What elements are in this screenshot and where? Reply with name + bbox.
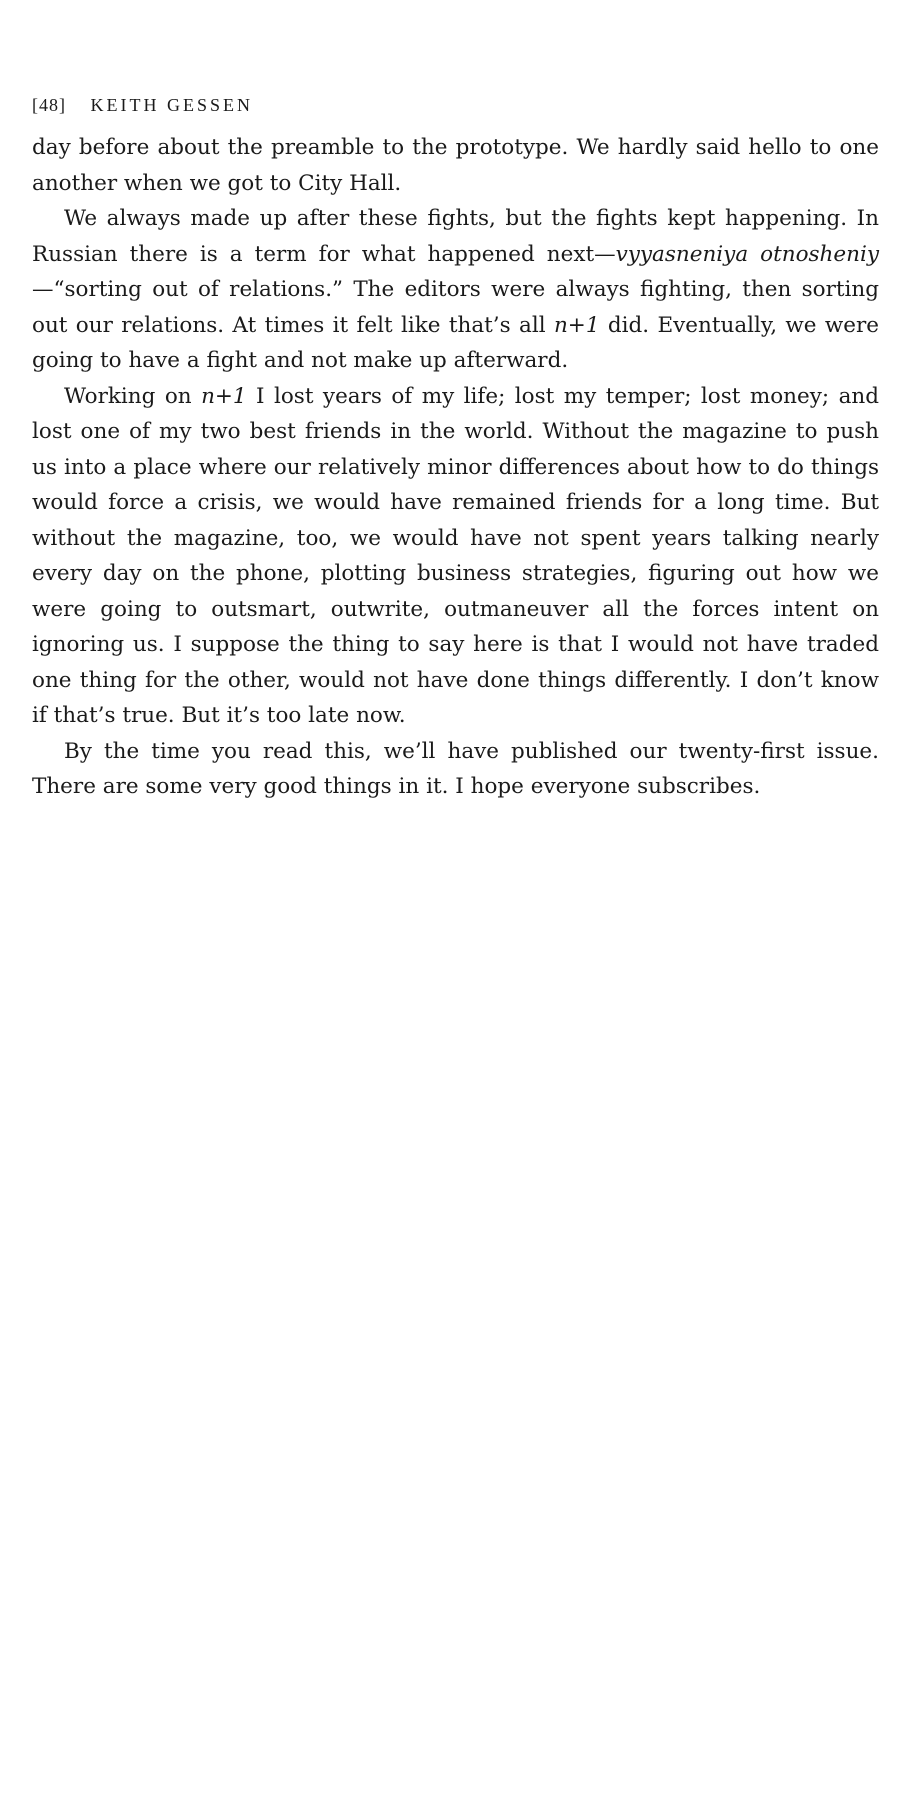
- body-text: [32, 130, 879, 805]
- magazine-title: n+1: [201, 383, 247, 409]
- paragraph: [32, 379, 879, 734]
- text-segment: By the time you read this, we’ll have published our twenty-first issue. There are some very good things in it. I hope everyone subscribes.: [32, 738, 879, 799]
- paragraph-continued: [32, 130, 879, 201]
- page-number: [48]: [32, 95, 66, 115]
- text-segment: did. Eventually, we were going to have a fight and not make up afterward.: [32, 312, 879, 373]
- running-head: [32, 94, 879, 116]
- text-segment: day before about the preamble to the prototype. We hardly said hello to one another when we got to City Hall.: [32, 135, 879, 196]
- text-segment: —“sorting out of relations.” The editors were always fighting, then sorting out our relations. At times it felt like that’s all: [32, 277, 879, 338]
- italic-term: vyyasneniya otnosheniy: [615, 241, 879, 267]
- book-page: [32, 94, 879, 805]
- running-head-author: KEITH GESSEN: [90, 95, 253, 115]
- text-segment: We always made up after these fights, but the fights kept happening. In Russian there is a term for what happened next—: [32, 206, 879, 267]
- magazine-title: n+1: [553, 312, 600, 338]
- paragraph: [32, 201, 879, 379]
- paragraph-final: [32, 734, 879, 805]
- text-segment: Working on: [64, 383, 202, 409]
- text-segment: I lost years of my life; lost my temper; lost money; and lost one of my two best friends in the world. Without the magazine to push us into a place where our relatively minor differences about how to do things would force a crisis, we would have remained friends for a long time. But without the magazine, too, we would have not spent years talking nearly every day on the phone, plotting business strategies, figuring out how we were going to outsmart, outwrite, outmaneuver all the forces intent on ignoring us. I suppose the thing to say here is that I would not have traded one thing for the other, would not have done things differently. I don’t know if that’s true. But it’s too late now.: [32, 383, 880, 728]
